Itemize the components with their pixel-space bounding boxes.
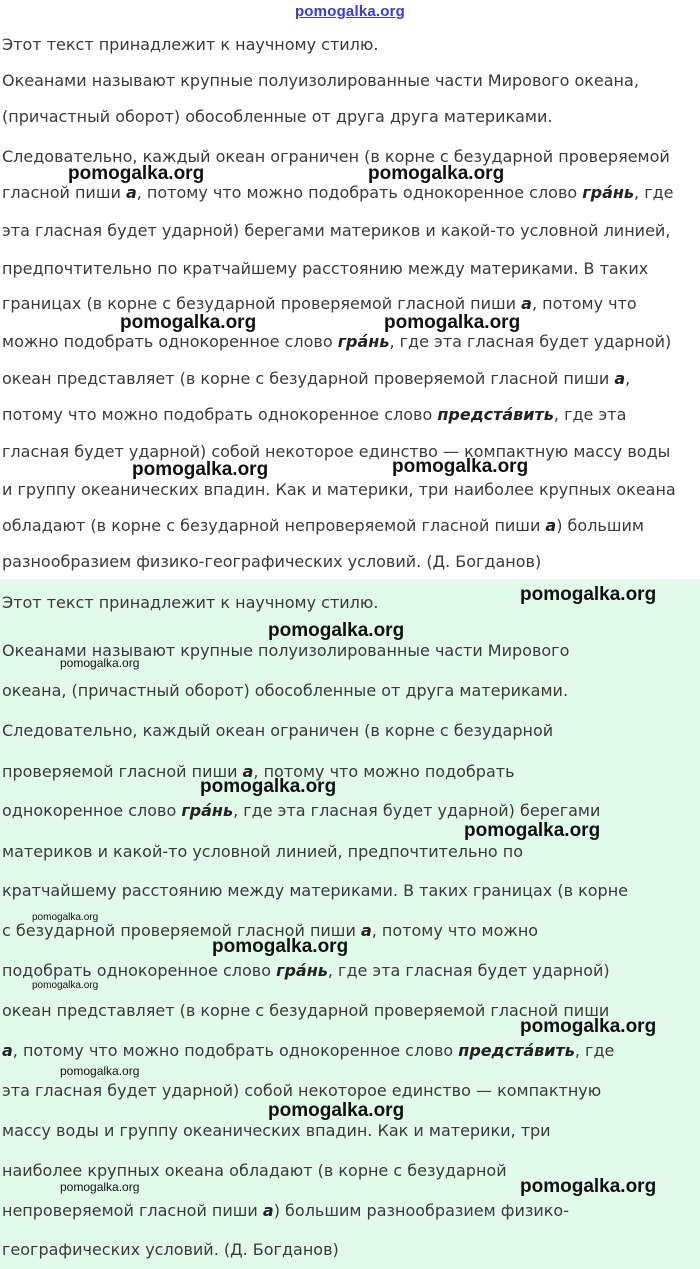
- watermark: pomogalka.org: [60, 656, 140, 670]
- text-line: потому что можно подобрать однокоренное слово предста́вить, где эта: [2, 405, 627, 424]
- watermark: pomogalka.org: [520, 1016, 657, 1037]
- watermark: pomogalka.org: [268, 1100, 405, 1121]
- text-line: кратчайшему расстоянию между материками. В таких границах (в корне: [2, 881, 629, 900]
- text-line: эта гласная будет ударной) собой некоторое единство — компактную: [2, 1081, 602, 1100]
- answer-text-section: [0, 579, 700, 1269]
- text-line: а, потому что можно подобрать однокоренное слово предста́вить, где: [2, 1041, 615, 1060]
- text-line: материков и какой-то условной линией, предпочтительно по: [2, 842, 524, 861]
- watermark: pomogalka.org: [392, 456, 529, 477]
- text-line: непроверяемой гласной пиши а) большим разнообразием физико-: [2, 1201, 569, 1220]
- watermark: pomogalka.org: [120, 312, 257, 333]
- text-line: гласная будет ударной) собой некоторое единство — компактную массу воды: [2, 442, 671, 461]
- text-line: (причастный оборот) обособленные от друга друга материками.: [2, 107, 553, 126]
- watermark: pomogalka.org: [520, 584, 657, 605]
- watermark: pomogalka.org: [32, 980, 99, 991]
- watermark: pomogalka.org: [60, 1064, 140, 1078]
- text-line: границах (в корне с безударной проверяемой гласной пиши а, потому что: [2, 294, 637, 313]
- text-line: разнообразием физико-географических условий. (Д. Богданов): [2, 552, 542, 571]
- text-line: массу воды и группу океанических впадин. Как и материки, три: [2, 1121, 551, 1140]
- text-line: Этот текст принадлежит к научному стилю.: [2, 35, 379, 54]
- original-text-section: [0, 27, 700, 579]
- text-line: Следовательно, каждый океан ограничен (в корне с безударной: [2, 721, 554, 740]
- text-line: обладают (в корне с безударной непроверяемой гласной пиши а) большим: [2, 516, 644, 535]
- text-line: наиболее крупных океана обладают (в корне с безударной: [2, 1161, 507, 1180]
- text-line: географических условий. (Д. Богданов): [2, 1240, 339, 1259]
- watermark: pomogalka.org: [368, 163, 505, 184]
- text-line: Следовательно, каждый океан ограничен (в корне с безударной проверяемой: [2, 147, 670, 166]
- text-line: Океанами называют крупные полуизолированные части Мирового: [2, 641, 570, 660]
- text-line: проверяемой гласной пиши а, потому что можно подобрать: [2, 762, 515, 781]
- text-line: подобрать однокоренное слово гра́нь, где эта гласная будет ударной): [2, 961, 610, 980]
- watermark: pomogalka.org: [68, 163, 205, 184]
- watermark: pomogalka.org: [200, 776, 337, 797]
- text-line: можно подобрать однокоренное слово гра́нь, где эта гласная будет ударной): [2, 332, 672, 351]
- watermark: pomogalka.org: [384, 312, 521, 333]
- watermark: pomogalka.org: [212, 936, 349, 957]
- text-line: океан представляет (в корне с безударной проверяемой гласной пиши а,: [2, 369, 631, 388]
- watermark: pomogalka.org: [32, 912, 99, 923]
- watermark: pomogalka.org: [464, 820, 601, 841]
- watermark: pomogalka.org: [520, 1176, 657, 1197]
- text-line: океан представляет (в корне с безударной проверяемой гласной пиши: [2, 1001, 610, 1020]
- watermark: pomogalka.org: [132, 459, 269, 480]
- text-line: однокоренное слово гра́нь, где эта гласная будет ударной) берегами: [2, 801, 601, 820]
- site-header-link[interactable]: pomogalka.org: [294, 3, 406, 20]
- text-line: эта гласная будет ударной) берегами материков и какой-то условной линией,: [2, 221, 671, 240]
- text-line: Океанами называют крупные полуизолированные части Мирового океана,: [2, 71, 639, 90]
- text-line: гласной пиши а, потому что можно подобрать однокоренное слово гра́нь, где: [2, 183, 674, 202]
- text-line: и группу океанических впадин. Как и материки, три наиболее крупных океана: [2, 480, 676, 499]
- text-line: Этот текст принадлежит к научному стилю.: [2, 593, 379, 612]
- text-line: с безударной проверяемой гласной пиши а, потому что можно: [2, 921, 539, 940]
- text-line: предпочтительно по кратчайшему расстоянию между материками. В таких: [2, 259, 649, 278]
- watermark: pomogalka.org: [60, 1180, 140, 1194]
- text-line: океана, (причастный оборот) обособленные от друга материками.: [2, 681, 569, 700]
- watermark: pomogalka.org: [268, 620, 405, 641]
